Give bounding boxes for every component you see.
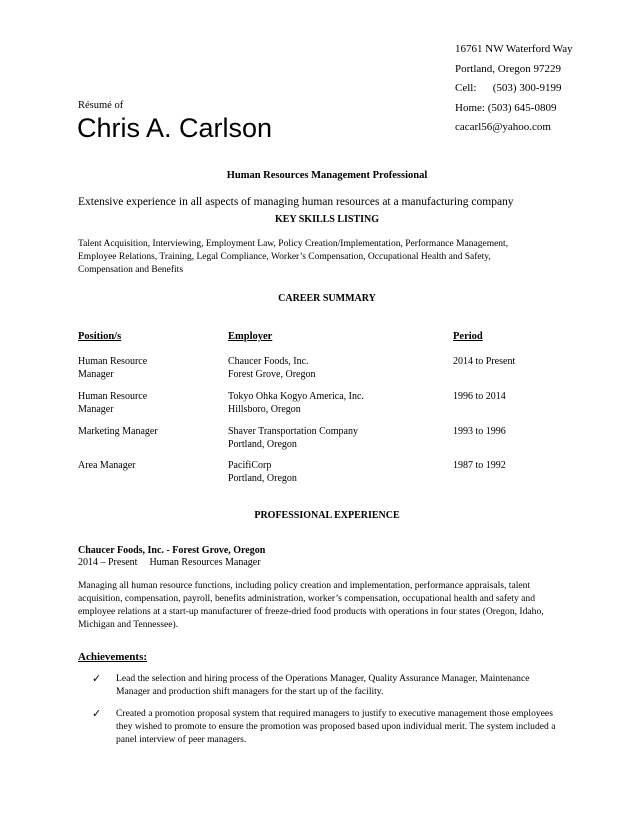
professional-headline: Human Resources Management Professional	[226, 170, 428, 181]
list-item: Created a promotion proposal system that required managers to justify to executive management those employees they wished to promote to ensure the promotion was proposed based upon individual merit. The system included a panel interview of peer managers.	[116, 708, 556, 745]
table-row-period: 1993 to 1996	[453, 426, 506, 437]
list-item: Lead the selection and hiring process of the Operations Manager, Quality Assurance Manager, Maintenance Manager and production shift managers for the start up of the facility.	[116, 673, 530, 697]
resume-of-label: Résumé of	[78, 100, 124, 111]
column-header-employer: Employer	[228, 331, 273, 342]
employer-location: Portland, Oregon	[228, 473, 297, 484]
achievements-heading: Achievements:	[78, 651, 148, 663]
table-row-position	[78, 425, 158, 438]
contact-info	[455, 40, 573, 138]
table-row-employer	[228, 425, 358, 451]
company-heading: Chaucer Foods, Inc. - Forest Grove, Oregon	[78, 545, 266, 556]
employer-name: PacifiCorp	[228, 460, 272, 471]
skills-heading: KEY SKILLS LISTING	[274, 214, 380, 225]
address-line-2: Portland, Oregon 97229	[455, 62, 562, 75]
employer-name: Chaucer Foods, Inc.	[228, 356, 309, 367]
table-row-period: 2014 to Present	[453, 356, 516, 367]
table-row-period: 1987 to 1992	[453, 460, 506, 471]
table-row-period: 1996 to 2014	[453, 391, 506, 402]
skills-list: Talent Acquisition, Interviewing, Employment Law, Policy Creation/Implementation, Performance Management, Employee Relations, Training, Legal Compliance, Worker’s Compensation, Occupational Health and Safety, Compensation and Benefits	[78, 239, 509, 275]
home-number: (503) 645-0809	[487, 101, 557, 114]
position-line-1: Area Manager	[78, 460, 136, 471]
check-mark-icon: ✓	[92, 673, 102, 685]
career-summary-heading: CAREER SUMMARY	[278, 293, 376, 304]
cell-label: Cell:	[455, 82, 477, 94]
table-row-employer	[228, 459, 297, 485]
job-dates	[78, 557, 261, 568]
table-row-position	[78, 459, 135, 472]
employer-name: Shaver Transportation Company	[228, 426, 358, 437]
position-line-1: Human Resource	[78, 391, 148, 402]
cell-phone	[455, 79, 573, 99]
job-description: Managing all human resource functions, including policy creation and implementation, performance appraisals, talent acquisition, compensation, payroll, benefits administration, worker’s compensation, occupational health and safety and employee relations at a start-up manufacturer of freeze-dried food products with operations in four states (Oregon, Idaho, Michigan and Tennessee).	[78, 580, 544, 630]
position-line-2: Manager	[78, 404, 114, 415]
employer-name: Tokyo Ohka Kogyo America, Inc.	[228, 391, 364, 402]
profile-summary: Extensive experience in all aspects of managing human resources at a manufacturing company	[78, 196, 514, 208]
employer-location: Portland, Oregon	[228, 439, 297, 450]
table-row-position	[78, 355, 147, 381]
address-line-1: 16761 NW Waterford Way	[455, 43, 573, 55]
position-line-2: Manager	[78, 369, 114, 380]
date-range: 2014 – Present	[78, 557, 138, 568]
experience-heading: PROFESSIONAL EXPERIENCE	[254, 510, 400, 521]
column-header-position: Position/s	[78, 331, 122, 342]
column-header-period: Period	[453, 331, 483, 342]
employer-location: Hillsboro, Oregon	[228, 404, 301, 415]
table-row-employer	[228, 390, 364, 416]
home-phone	[455, 99, 573, 119]
job-title: Human Resources Manager	[149, 557, 261, 568]
check-mark-icon: ✓	[92, 708, 102, 720]
position-line-1: Human Resource	[78, 356, 148, 367]
home-label: Home:	[455, 101, 485, 114]
cell-number: (503) 300-9199	[492, 82, 562, 94]
candidate-name: Chris A. Carlson	[77, 113, 273, 143]
position-line-1: Marketing Manager	[78, 426, 158, 437]
table-row-position	[78, 390, 147, 416]
email: cacarl56@yahoo.com	[455, 121, 551, 133]
employer-location: Forest Grove, Oregon	[228, 369, 316, 380]
table-row-employer	[228, 355, 315, 381]
